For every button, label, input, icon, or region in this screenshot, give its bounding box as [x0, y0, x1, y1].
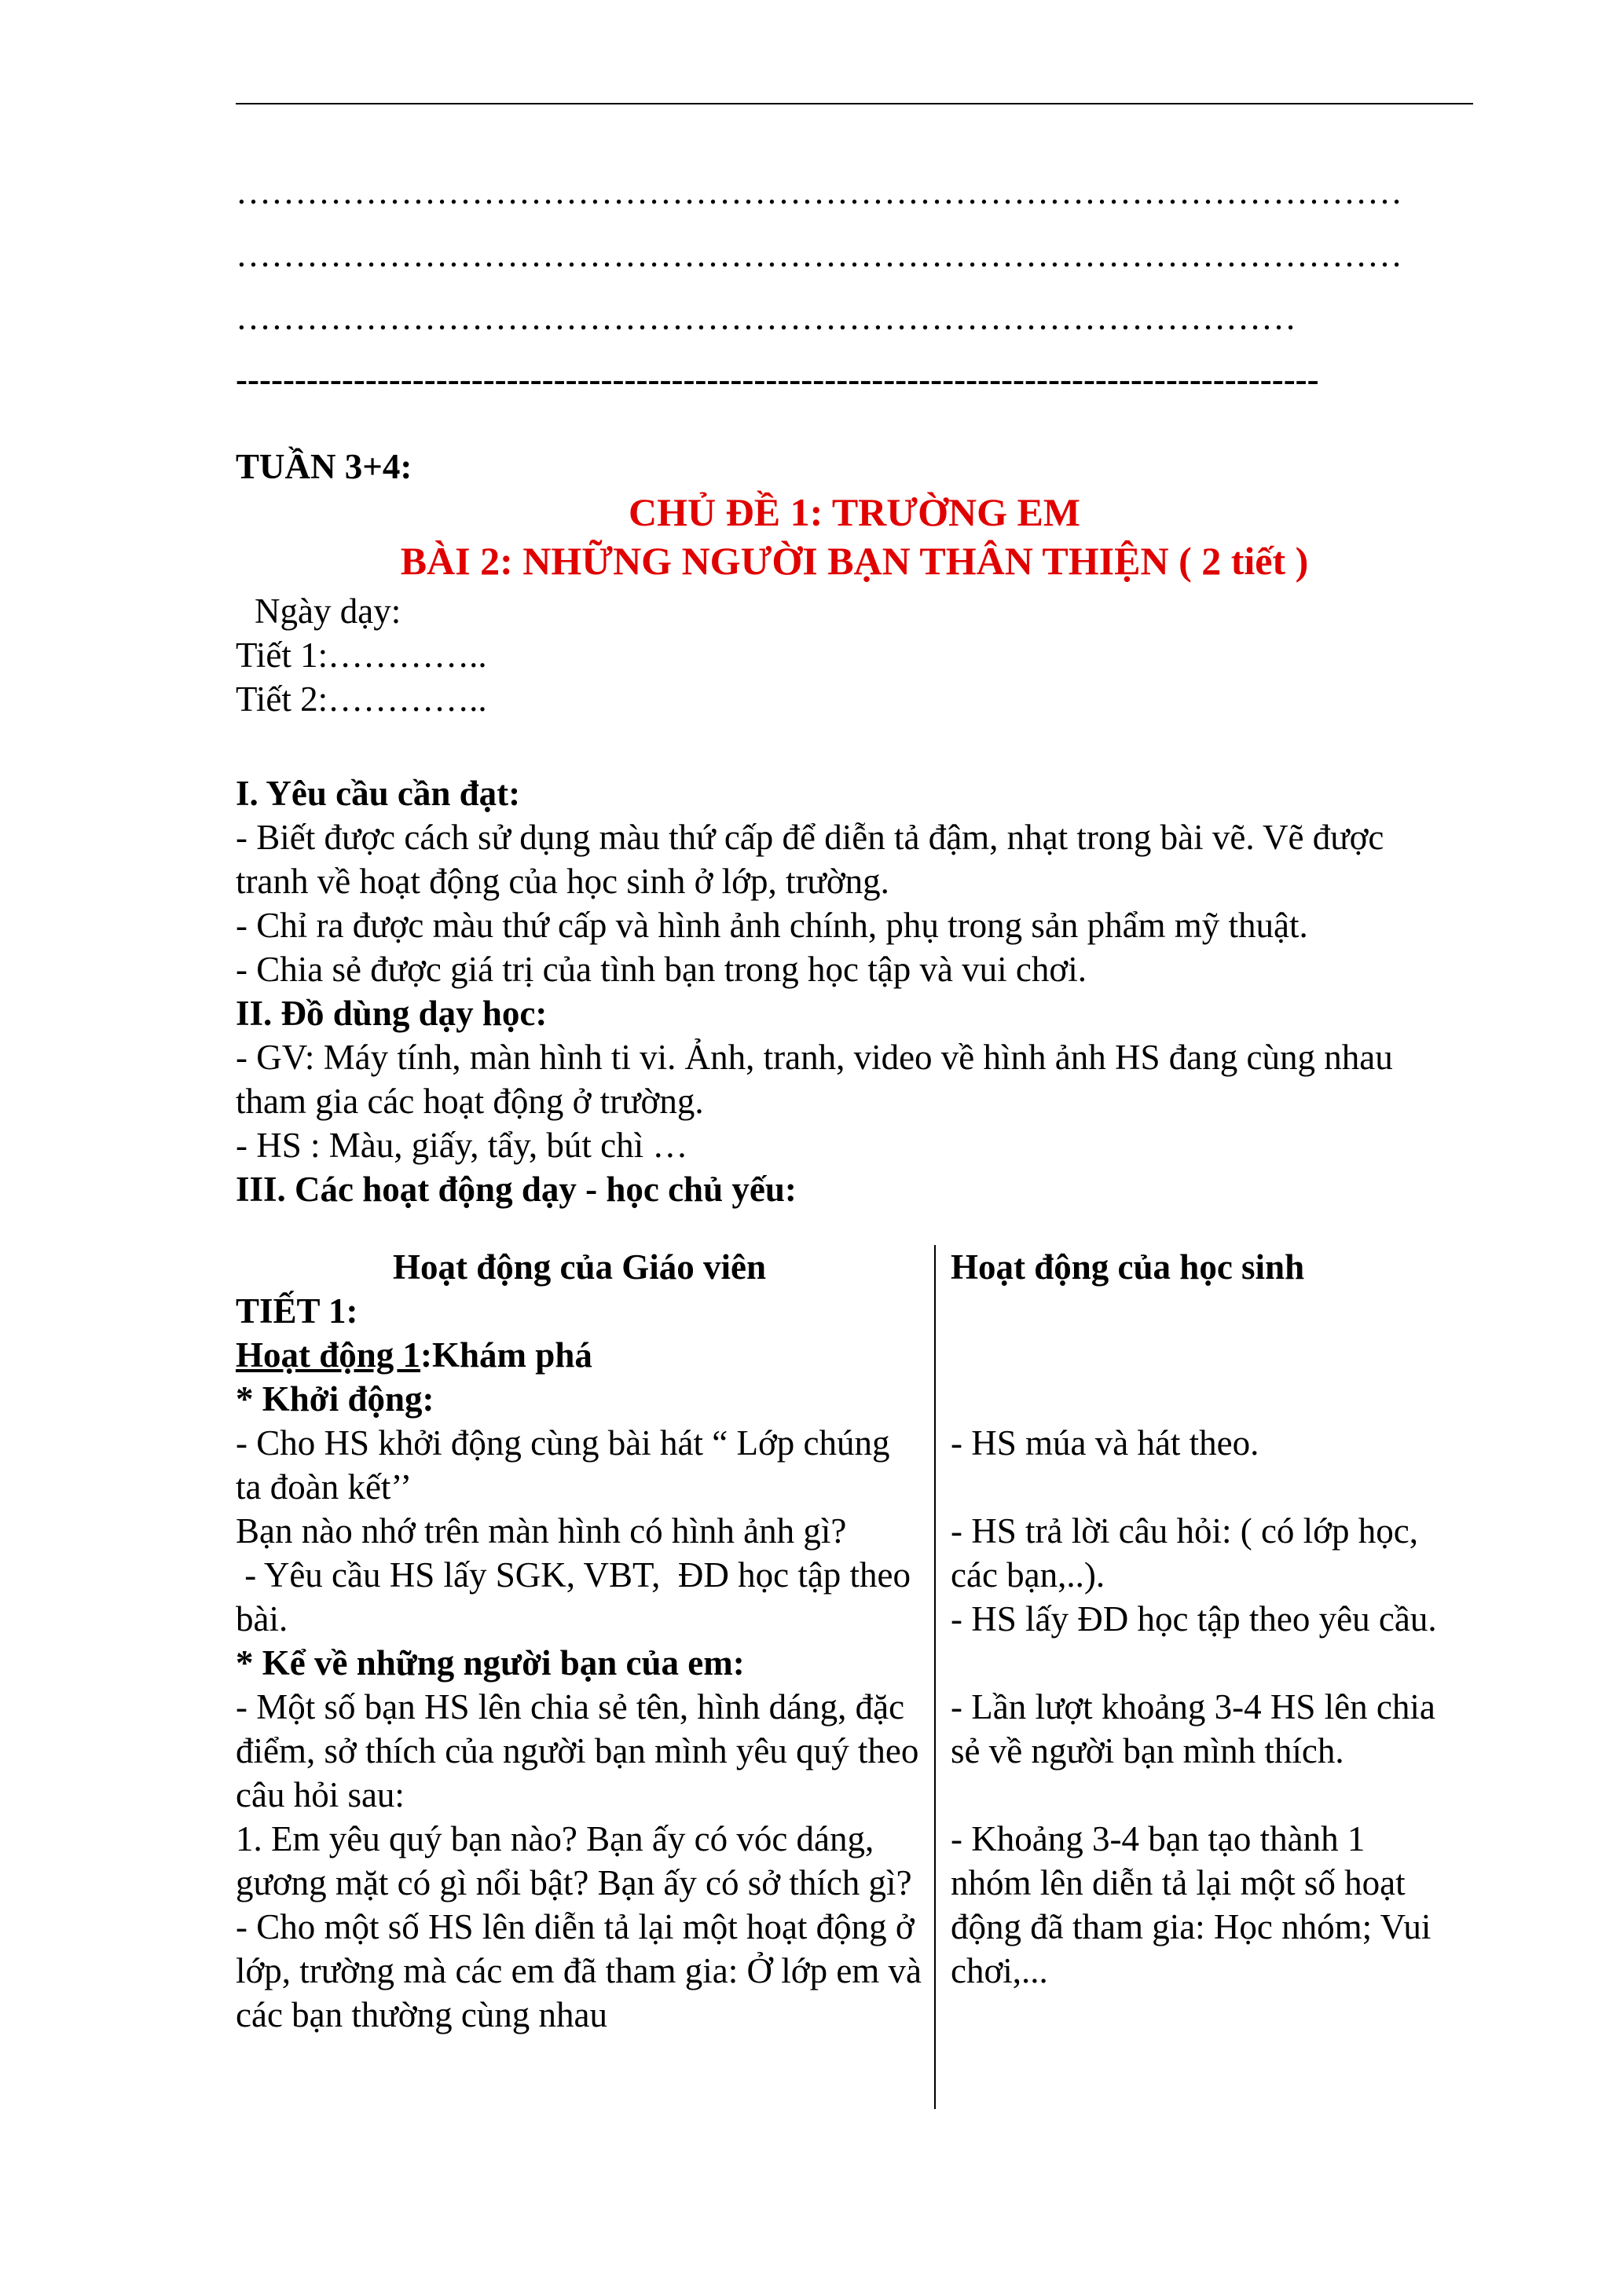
objective-item: - Biết được cách sử dụng màu thứ cấp để diễn tả đậm, nhạt trong bài vẽ. Vẽ được tranh về hoạt động của học sinh ở lớp, trường. [236, 818, 1384, 901]
student-step: - HS trả lời câu hỏi: ( có lớp học, các bạn,..). [951, 1511, 1418, 1595]
student-spacer [951, 1465, 1438, 1509]
lesson-title: BÀI 2: NHỮNG NGƯỜI BẠN THÂN THIỆN ( 2 tiết ) [400, 539, 1309, 583]
material-item: - GV: Máy tính, màn hình ti vi. Ảnh, tranh, video về hình ảnh HS đang cùng nhau tham gia các hoạt động ở trường. [236, 1038, 1393, 1121]
teacher-column [236, 1245, 923, 2037]
teacher-step: - Một số bạn HS lên chia sẻ tên, hình dáng, đặc điểm, sở thích của người bạn mình yêu quý theo câu hỏi sau: [236, 1687, 919, 1814]
student-step: - Lần lượt khoảng 3-4 HS lên chia sẻ về người bạn mình thích. [951, 1687, 1435, 1771]
activity-1-underlined: Hoạt động 1 [236, 1335, 421, 1375]
student-column-header: Hoạt động của học sinh [951, 1247, 1305, 1287]
activity-1-label [236, 1333, 923, 1377]
teacher-step: - Cho một số HS lên diễn tả lại một hoạt động ở lớp, trường mà các em đã tham gia: Ở lớp em và các bạn thường cùng nhau [236, 1907, 922, 2034]
section-objectives [236, 771, 1430, 1211]
teacher-step: - Yêu cầu HS lấy SGK, VBT, ĐD học tập theo bài. [236, 1555, 920, 1639]
dotted-line-2: ……………………………………………………………………………………… [236, 235, 1402, 274]
period-1-date: Tiết 1:………….. [236, 635, 487, 675]
top-rule [236, 103, 1473, 104]
section-1-heading: I. Yêu cầu cần đạt: [236, 774, 521, 813]
section-3-heading: III. Các hoạt động dạy - học chủ yếu: [236, 1170, 797, 1209]
student-step: - HS lấy ĐD học tập theo yêu cầu. [951, 1599, 1437, 1639]
dashed-separator: -------------------------------------------------------------------------------------------- [236, 360, 1319, 399]
teaching-day: Ngày dạy: [255, 591, 401, 631]
material-item: - HS : Màu, giấy, tẩy, bút chì … [236, 1126, 688, 1165]
friends-heading: * Kể về những người bạn của em: [236, 1643, 745, 1683]
period-label: TIẾT 1: [236, 1291, 358, 1331]
objective-item: - Chia sẻ được giá trị của tình bạn trong học tập và vui chơi. [236, 950, 1087, 989]
student-step: - HS múa và hát theo. [951, 1423, 1259, 1463]
objective-item: - Chỉ ra được màu thứ cấp và hình ảnh chính, phụ trong sản phẩm mỹ thuật. [236, 906, 1308, 945]
student-spacer [951, 1641, 1438, 1685]
dotted-line-1: ……………………………………………………………………………………… [236, 172, 1402, 211]
week-label: TUẦN 3+4: [236, 447, 412, 486]
table-column-divider [934, 1245, 936, 2109]
teacher-step: Bạn nào nhớ trên màn hình có hình ảnh gì? [236, 1511, 847, 1551]
teacher-column-header: Hoạt động của Giáo viên [392, 1247, 767, 1287]
teacher-step: 1. Em yêu quý bạn nào? Bạn ấy có vóc dáng, gương mặt có gì nổi bật? Bạn ấy có sở thích gì? [236, 1819, 912, 1902]
student-step: - Khoảng 3-4 bạn tạo thành 1 nhóm lên diễn tả lại một số hoạt động đã tham gia: Học nhóm; Vui chơi,... [951, 1819, 1432, 1990]
teacher-step: - Cho HS khởi động cùng bài hát “ Lớp chúng ta đoàn kết’’ [236, 1423, 890, 1507]
section-2-heading: II. Đồ dùng dạy học: [236, 994, 548, 1033]
student-spacer [951, 1289, 1438, 1421]
student-column [951, 1245, 1438, 1993]
student-spacer [951, 1773, 1438, 1817]
dotted-line-3: ……………………………………………………………………………… [236, 298, 1296, 337]
warmup-heading: * Khởi động: [236, 1379, 434, 1419]
period-2-date: Tiết 2:………….. [236, 679, 487, 719]
activity-1-rest: :Khám phá [420, 1335, 592, 1375]
topic-title: CHỦ ĐỀ 1: TRƯỜNG EM [629, 490, 1080, 534]
